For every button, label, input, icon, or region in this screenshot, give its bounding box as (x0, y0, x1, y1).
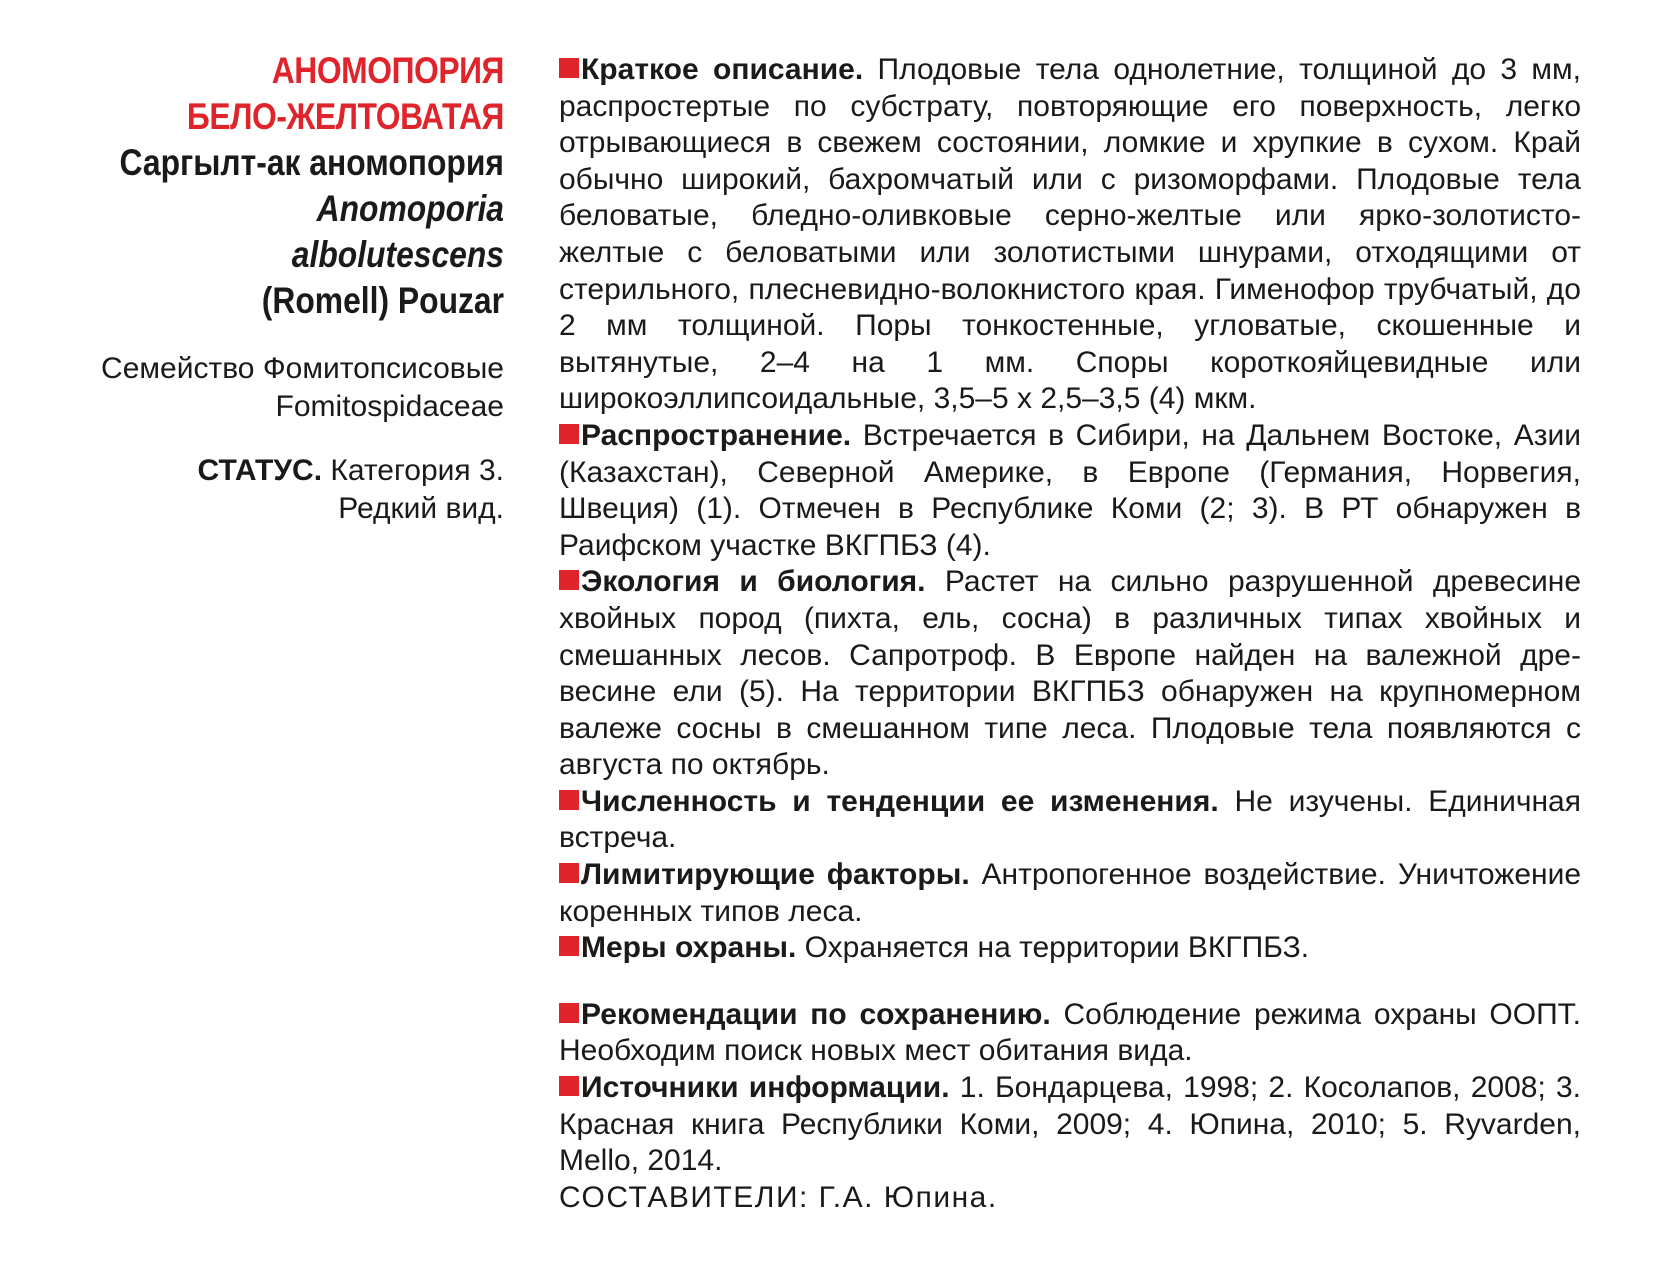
status-label: СТАТУС. (197, 454, 323, 487)
section-distribution (559, 418, 1581, 564)
status-text: Редкий вид. (338, 492, 504, 525)
section-heading: Лимитирующие факторы. (581, 858, 970, 892)
section-text: Растет на сильно разрушенной древесине хвойных пород (пихта, ель, сосна) в различных типах хвойных и смешанных лесов. Сапротроф. В Европе найден на валежной древесине ели (5). На территории ВКГПБЗ обнаружен на крупномерном валеже сосны в смешанном типе леса. Плодовые тела появляются с августа по октябрь. (559, 565, 1582, 782)
section-text: Антропогенное воздействие. Уничтожение коренных типов леса. (559, 858, 1582, 928)
section-recommendations (559, 997, 1581, 1070)
section-heading: Источники информации. (581, 1071, 950, 1105)
section-text: Охраняется на территории ВКГПБЗ. (796, 931, 1310, 965)
status-line (40, 452, 504, 490)
species-header (40, 48, 504, 528)
section-protection (559, 930, 1581, 967)
red-square-marker-icon (559, 790, 579, 810)
red-square-marker-icon (559, 863, 579, 883)
section-description (559, 52, 1581, 418)
section-heading: Рекомендации по сохранению. (581, 997, 1051, 1031)
section-text: Соблюдение режима охраны ООПТ. Необходим поиск новых мест обитания вида. (559, 997, 1581, 1068)
section-text: 1. Бондарцева, 1998; 2. Косолапов, 2008; 3. Красная книга Республики Коми, 2009; 4. Юпина, 2010; 5. Ryvarden, Mello, 2014. (559, 1071, 1581, 1178)
title-ru-line2: БЕЛО-ЖЕЛТОВАТАЯ (186, 96, 505, 137)
section-heading: Краткое описание. (581, 53, 864, 86)
section-text: Встречается в Сибири, на Дальнем Востоке, Азии (Казахстан), Северной Америке, в Европе (Германия, Норвегия, Швеция) (1). Отмечен в Республике Коми (2; 3). В РТ обнаружен в Раифском участке ВКГПБЗ (4). (559, 418, 1581, 562)
section-ecology (559, 564, 1581, 784)
family-latin: Fomitospidaceae (275, 390, 504, 423)
red-square-marker-icon (559, 570, 579, 590)
red-square-marker-icon (559, 936, 579, 956)
red-square-marker-icon (559, 1076, 579, 1096)
section-heading: Распространение. (581, 418, 852, 452)
red-square-marker-icon (559, 1003, 579, 1023)
section-heading: Численность и тенденции ее изменения. (581, 784, 1219, 818)
title-tatar: Саргылт-ак аномопория (119, 142, 505, 183)
title-ru-line1: АНОМОПОРИЯ (271, 50, 504, 91)
latin-author: (Romell) Pouzar (261, 280, 504, 321)
article-body (559, 52, 1581, 1216)
authors-line: СОСТАВИТЕЛИ: Г.А. Юпина. (559, 1180, 998, 1214)
section-heading: Меры охраны. (581, 931, 797, 965)
section-sources (559, 1070, 1581, 1180)
section-limiting-factors (559, 857, 1581, 930)
section-heading: Экология и биология. (581, 565, 926, 599)
status-category: Категория 3. (330, 454, 504, 487)
section-population (559, 784, 1581, 857)
red-square-marker-icon (559, 58, 579, 78)
latin-name: Anomoporia albolutescens (291, 188, 504, 275)
section-text: Плодовые тела однолетние, толщиной до 3 мм, распростертые по субстрату, повторяющие его поверхность, легко отрывающиеся в свежем состоянии, ломкие и хрупкие в сухом. Край обычно широкий, бахромчатый или с ризоморфами. Плодовые тела беловатые, бледно-оливковые серно-желтые или ярко-золотисто-желтые с беловатыми или золотистыми шнурами, отходящими от стерильного, плесневидно-волокнистого края. Гименофор трубчатый, до 2 мм толщиной. Поры тонкостенные, угловатые, скошенные и вытянутые, 2–4 на 1 мм. Споры короткояйцевидные или широкоэллипсоидальные, 3,5–5 х 2,5–3,5 (4) мкм. (559, 53, 1581, 416)
family-ru: Семейство Фомитопсисовые (101, 352, 504, 385)
family-block (40, 350, 504, 426)
red-square-marker-icon (559, 424, 579, 444)
status-block (40, 452, 504, 528)
section-text: Не изучены. Единичная встреча. (559, 784, 1581, 855)
